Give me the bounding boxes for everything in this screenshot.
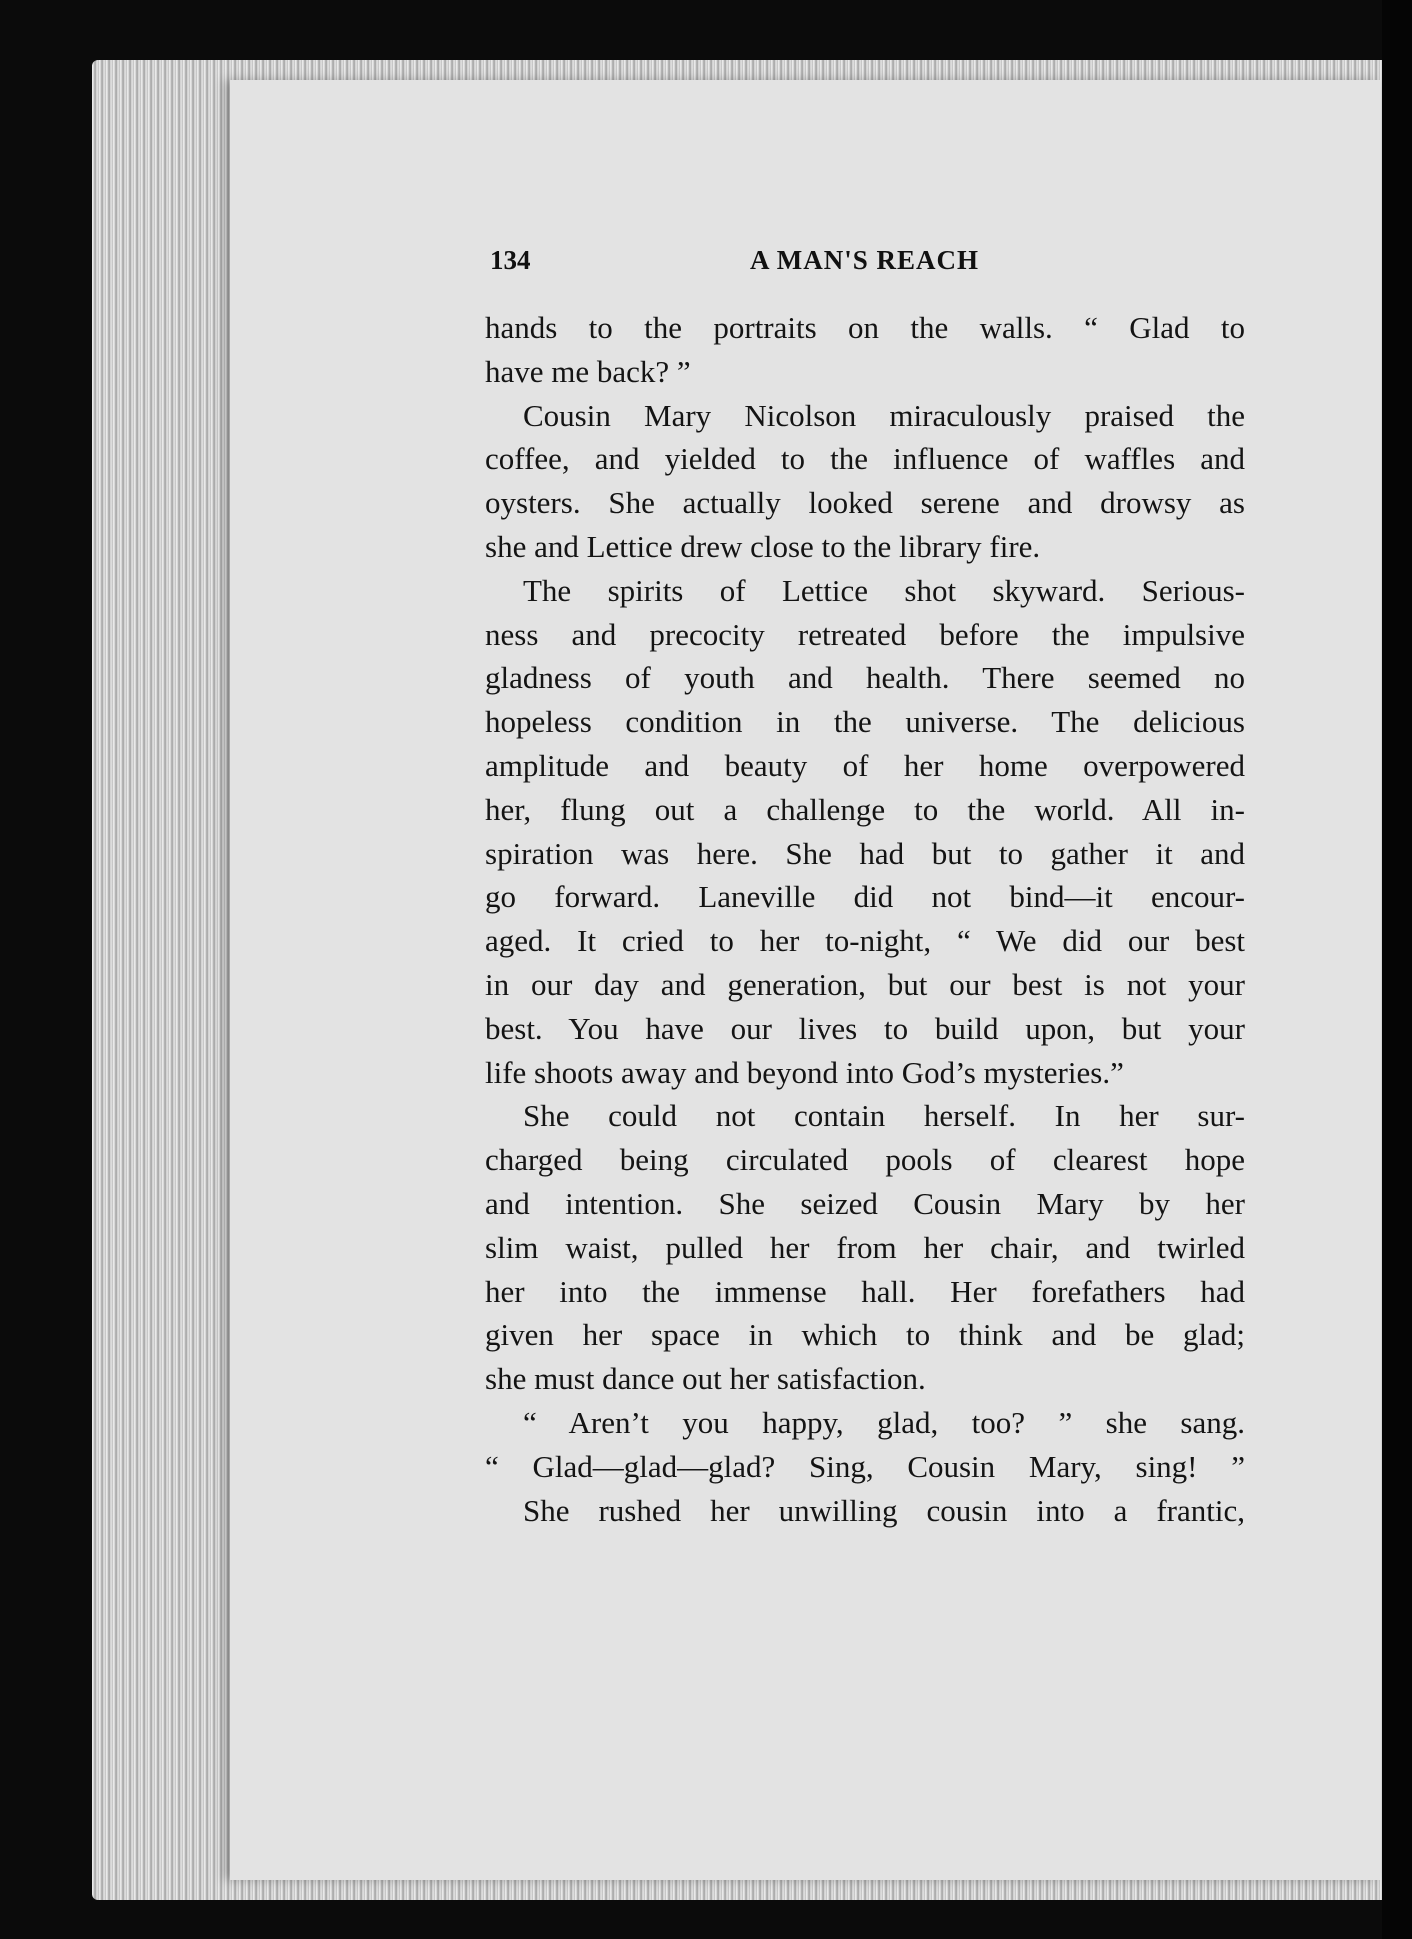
text-line: She could not contain herself. In her sur- [523, 1098, 1245, 1134]
text-line: her, flung out a challenge to the world. All in- [485, 791, 1245, 827]
text-line: hopeless condition in the universe. The delicious [485, 704, 1245, 740]
text-line: hands to the portraits on the walls. “ Glad to [485, 310, 1245, 345]
text-line: her into the immense hall. Her forefathers had [485, 1273, 1245, 1309]
text-line: amplitude and beauty of her home overpowered [485, 747, 1245, 783]
text-line: Cousin Mary Nicolson miraculously praised the [523, 397, 1245, 433]
text-line: She rushed her unwilling cousin into a frantic, [523, 1492, 1245, 1528]
text-line: oysters. She actually looked serene and drowsy as [485, 485, 1245, 521]
text-line: aged. It cried to her to-night, “ We did our best [485, 923, 1245, 959]
text-line: “ Aren’t you happy, glad, too? ” she sang. [523, 1404, 1245, 1440]
text-line: she must dance out her satisfaction. [485, 1361, 926, 1397]
scan-border [1382, 0, 1412, 1939]
page-number: 134 [490, 245, 531, 275]
text-line: best. You have our lives to build upon, but your [485, 1010, 1245, 1046]
text-line: and intention. She seized Cousin Mary by her [485, 1185, 1245, 1221]
text-line: have me back? ” [485, 353, 691, 389]
text-line: life shoots away and beyond into God’s mysteries.” [485, 1054, 1124, 1090]
text-line: spiration was here. She had but to gather it and [485, 835, 1245, 871]
text-line: coffee, and yielded to the influence of waffles and [485, 441, 1245, 477]
text-line: go forward. Laneville did not bind—it encour- [485, 879, 1245, 915]
text-line: slim waist, pulled her from her chair, and twirled [485, 1229, 1245, 1265]
text-line: given her space in which to think and be glad; [485, 1317, 1245, 1353]
text-line: charged being circulated pools of clearest hope [485, 1142, 1245, 1178]
running-title: A MAN'S REACH [750, 245, 980, 275]
text-line: The spirits of Lettice shot skyward. Serious- [523, 572, 1245, 608]
text-line: ness and precocity retreated before the impulsive [485, 616, 1245, 652]
text-line: gladness of youth and health. There seemed no [485, 660, 1245, 696]
page-header [490, 245, 1245, 285]
text-line: “ Glad—glad—glad? Sing, Cousin Mary, sing! ” [485, 1448, 1245, 1484]
text-line: in our day and generation, but our best is not your [485, 966, 1245, 1002]
text-line: she and Lettice drew close to the library fire. [485, 528, 1041, 564]
body-text [485, 306, 1245, 1532]
